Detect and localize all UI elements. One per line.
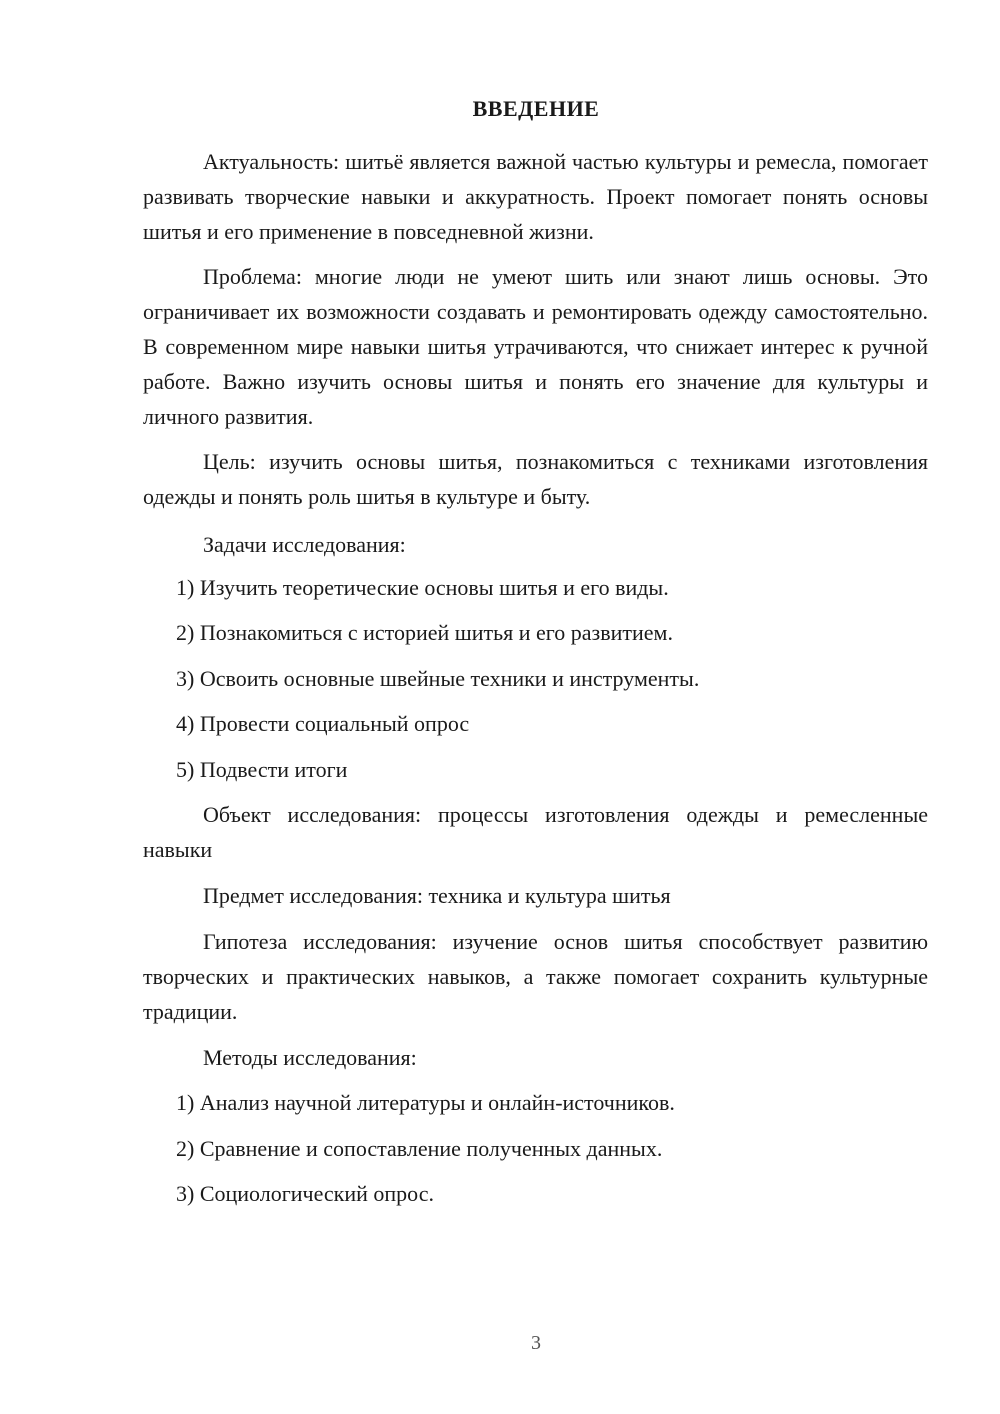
object-paragraph: Объект исследования: процессы изготовления одежды и ремесленные навыки xyxy=(143,802,928,862)
goal-paragraph: Цель: изучить основы шитья, познакомиться с техниками изготовления одежды и понять роль шитья в культуре и быту. xyxy=(143,449,928,509)
methods-heading: Методы исследования: xyxy=(203,1045,417,1070)
list-item: 2) Сравнение и сопоставление полученных данных. xyxy=(176,1136,663,1161)
list-item: 4) Провести социальный опрос xyxy=(176,711,470,736)
list-item: 5) Подвести итоги xyxy=(176,757,348,782)
list-item: 1) Анализ научной литературы и онлайн-источников. xyxy=(176,1090,675,1115)
page-number: 3 xyxy=(531,1332,541,1354)
list-item: 3) Социологический опрос. xyxy=(176,1181,434,1206)
tasks-heading: Задачи исследования: xyxy=(203,532,406,557)
list-item: 3) Освоить основные швейные техники и инструменты. xyxy=(176,666,700,691)
relevance-paragraph: Актуальность: шитьё является важной частью культуры и ремесла, помогает развивать творческие навыки и аккуратность. Проект помогает понять основы шитья и его применение в повседневной жизни. xyxy=(143,149,928,244)
list-item: 2) Познакомиться с историей шитья и его развитием. xyxy=(176,620,673,645)
hypothesis-paragraph: Гипотеза исследования: изучение основ шитья способствует развитию творческих и практических навыков, а также помогает сохранить культурные традиции. xyxy=(143,929,928,1024)
problem-paragraph: Проблема: многие люди не умеют шить или знают лишь основы. Это ограничивает их возможности создавать и ремонтировать одежду самостоятельно. В современном мире навыки шитья утрачиваются, что снижает интерес к ручной работе. Важно изучить основы шитья и понять его значение для культуры и личного развития. xyxy=(143,264,928,429)
list-item: 1) Изучить теоретические основы шитья и его виды. xyxy=(176,575,669,600)
subject-paragraph: Предмет исследования: техника и культура шитья xyxy=(203,883,671,908)
page-title: ВВЕДЕНИЕ xyxy=(472,96,600,121)
